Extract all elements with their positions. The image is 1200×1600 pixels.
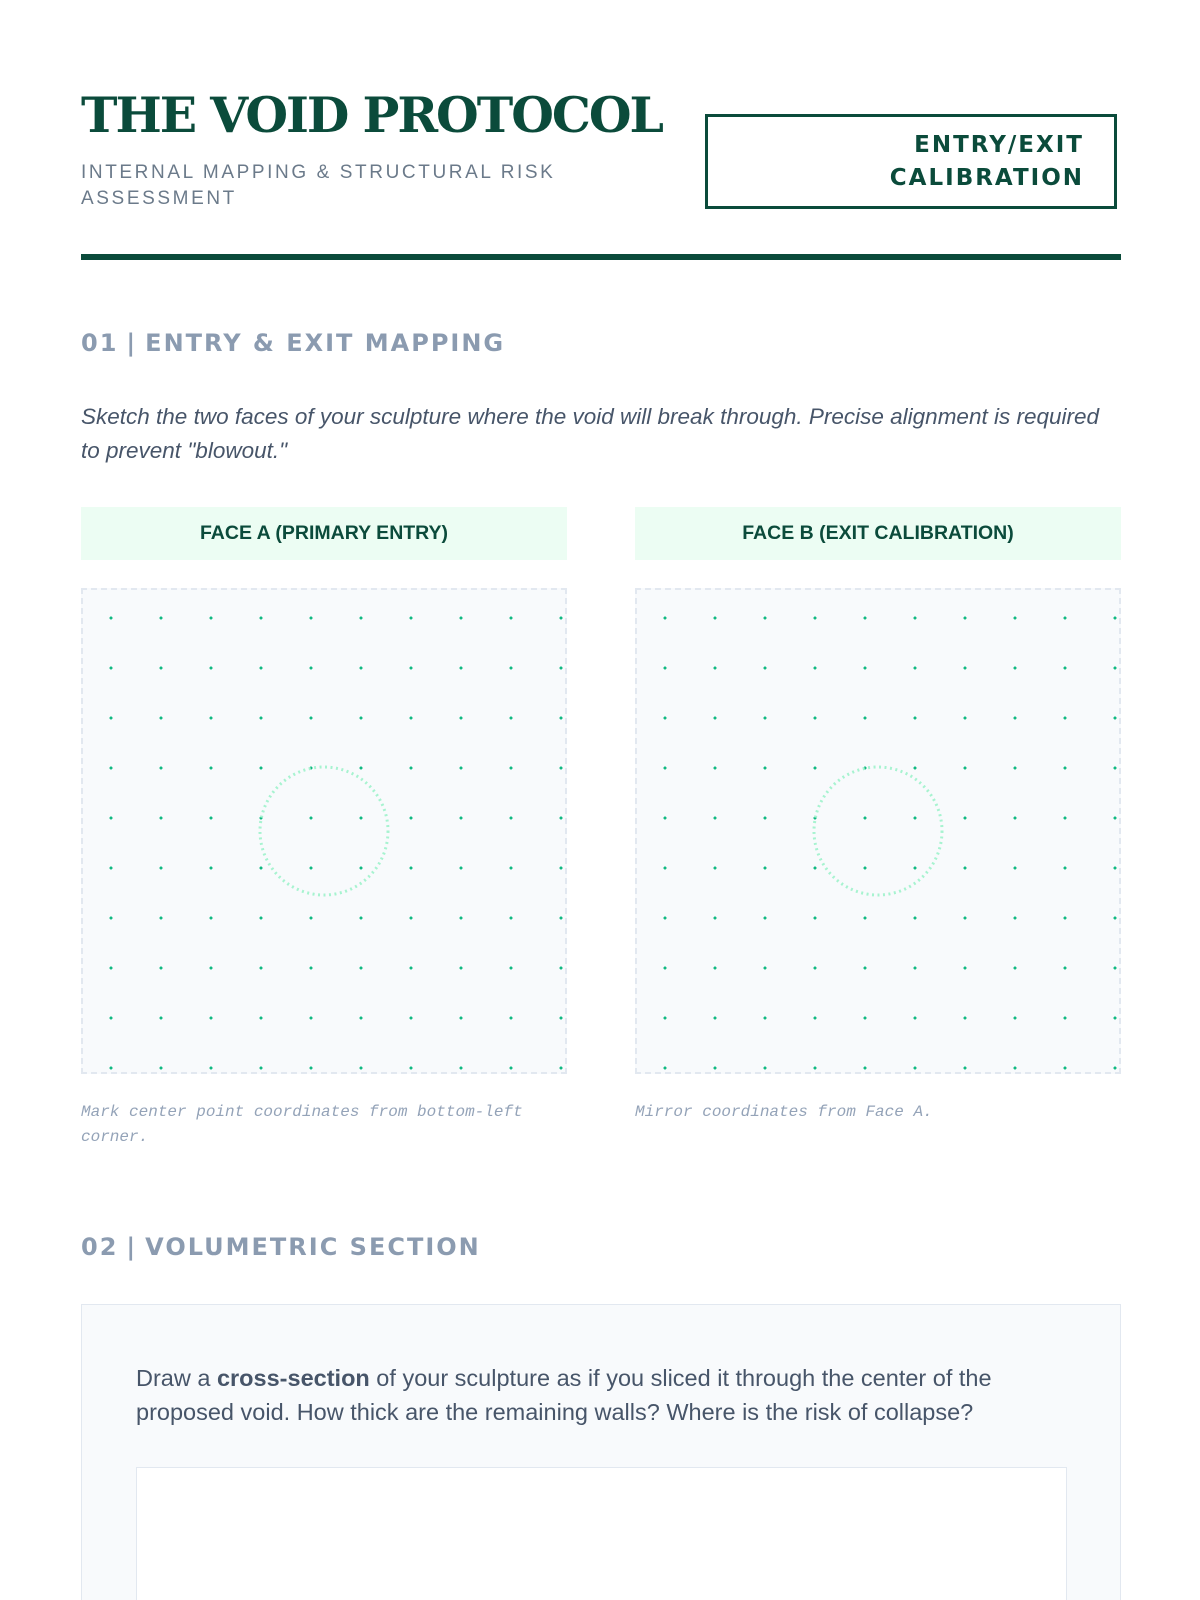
face-a-note: Mark center point coordinates from bottom-left corner.: [81, 1103, 523, 1146]
calibration-badge-label: ENTRY/EXIT CALIBRATION: [889, 131, 1084, 191]
header: [81, 80, 1121, 260]
page-subtitle: INTERNAL MAPPING & STRUCTURAL RISK ASSESSMENT: [81, 162, 556, 209]
section-title: ENTRY & EXIT MAPPING: [145, 329, 506, 357]
face-a-void-guide: [83, 590, 569, 1076]
face-a-sketch-area[interactable]: [81, 588, 567, 1074]
section-heading-volumetric: [81, 1232, 481, 1262]
volumetric-text-end: of your sculpture as if you sliced it through the center of the proposed void. How thick are the remaining walls? Where is the risk of collapse?: [136, 1365, 992, 1425]
void-target-circle: [814, 767, 942, 895]
page-title: THE VOID PROTOCOL: [81, 86, 663, 144]
section-separator: |: [126, 1233, 138, 1261]
volumetric-panel: [81, 1304, 1121, 1600]
section-separator: |: [126, 329, 138, 357]
header-divider: [81, 254, 1121, 260]
section-heading-entry-exit: [81, 328, 505, 358]
calibration-badge: [705, 114, 1117, 209]
face-b-sketch-area[interactable]: [635, 588, 1121, 1074]
worksheet-page: [81, 0, 1121, 1600]
section-title: VOLUMETRIC SECTION: [145, 1233, 481, 1261]
face-b-void-guide: [637, 590, 1123, 1076]
void-target-circle: [260, 767, 388, 895]
volumetric-text-start: Draw a: [136, 1365, 217, 1391]
section-instructions: Sketch the two faces of your sculpture where the void will break through. Precise alignment is required to prevent "blowout.": [81, 404, 1100, 463]
face-b-label: FACE B (EXIT CALIBRATION): [635, 507, 1121, 560]
volumetric-instructions: [136, 1361, 1076, 1429]
section-number: 02: [81, 1233, 119, 1261]
face-a-label: FACE A (PRIMARY ENTRY): [81, 507, 567, 560]
volumetric-text-emphasis: cross-section: [216, 1365, 370, 1391]
face-b-note: Mirror coordinates from Face A.: [635, 1103, 933, 1121]
section-number: 01: [81, 329, 119, 357]
cross-section-drawing-area[interactable]: [136, 1467, 1067, 1600]
